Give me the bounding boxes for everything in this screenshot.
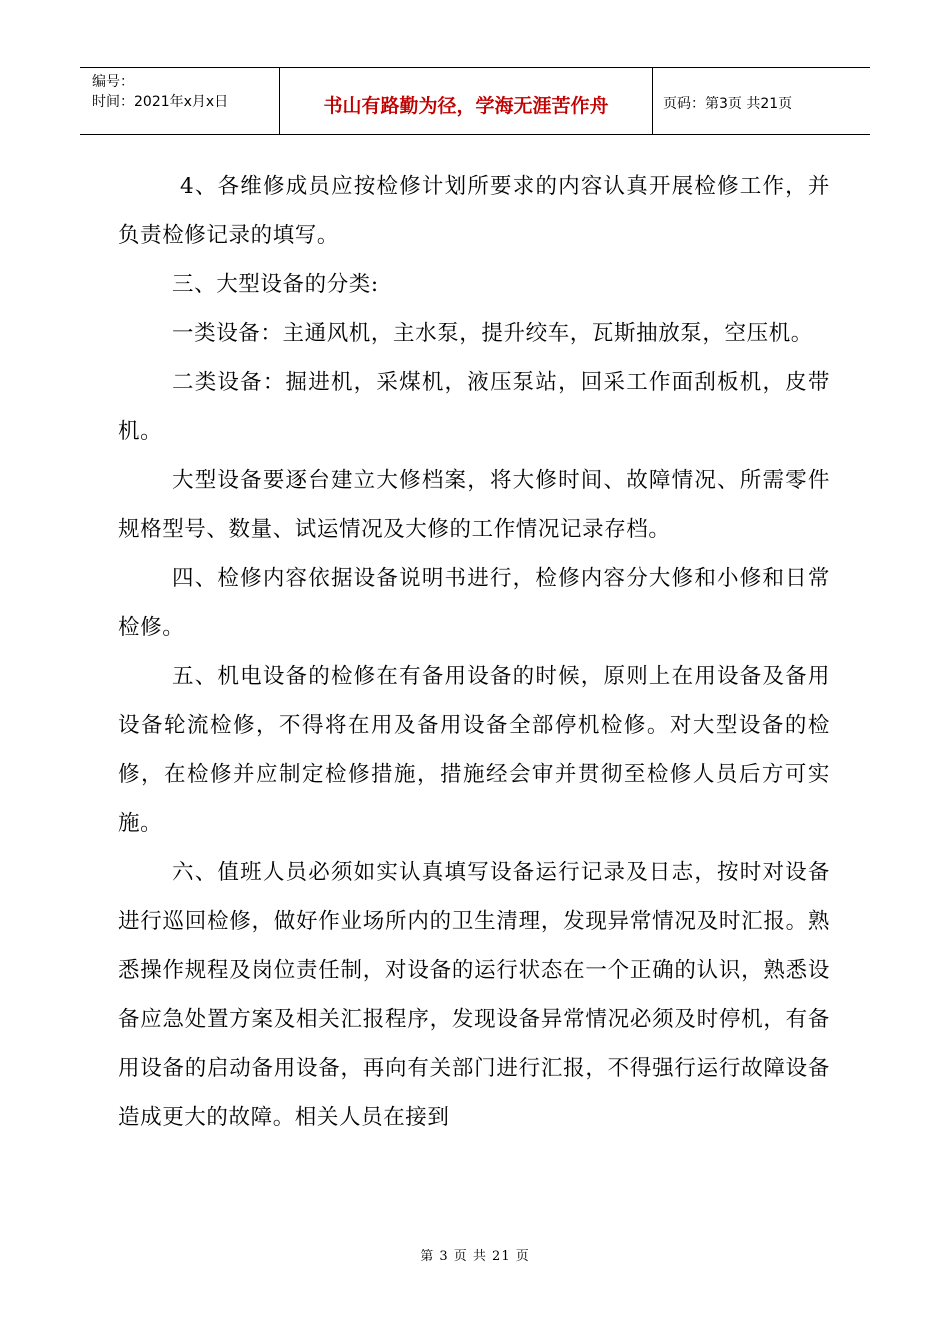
header-motto: 书山有路勤为径，学海无涯苦作舟 — [280, 68, 653, 134]
paragraph-maintenance-members: 4、各维修成员应按检修计划所要求的内容认真开展检修工作，并负责检修记录的填写。 — [118, 174, 830, 248]
paragraph-section-four: 四、检修内容依据设备说明书进行，检修内容分大修和小修和日常检修。 — [118, 566, 830, 640]
page-header — [80, 67, 870, 135]
header-page-info: 页码：第3页 共21页 — [663, 96, 793, 112]
paragraph-overhaul-archive: 大型设备要逐台建立大修档案，将大修时间、故障情况、所需零件规格型号、数量、试运情况及大修的工作情况记录存档。 — [118, 468, 830, 542]
header-meta — [80, 68, 280, 134]
document-number-label: 编号： — [92, 74, 134, 90]
paragraph-section-three-heading: 三、大型设备的分类: — [172, 272, 379, 297]
paragraph-section-six: 六、值班人员必须如实认真填写设备运行记录及日志，按时对设备进行巡回检修，做好作业场所内的卫生清理，发现异常情况及时汇报。熟悉操作规程及岗位责任制，对设备的运行状态在一个正确的认识，熟悉设备应急处置方案及相关汇报程序，发现设备异常情况必须及时停机，有备用设备的启动备用设备，再向有关部门进行汇报，不得强行运行故障设备造成更大的故障。相关人员在接到 — [118, 860, 830, 1130]
document-body — [118, 162, 830, 1142]
document-time-label: 时间：2021年x月x日 — [92, 94, 229, 110]
page-footer: 第 3 页 共 21 页 — [420, 1249, 530, 1264]
paragraph-class-two-equipment: 二类设备：掘进机，采煤机，液压泵站，回采工作面刮板机，皮带机。 — [118, 370, 830, 444]
paragraph-section-five: 五、机电设备的检修在有备用设备的时候，原则上在用设备及备用设备轮流检修，不得将在用及备用设备全部停机检修。对大型设备的检修，在检修并应制定检修措施，措施经会审并贯彻至检修人员后方可实施。 — [118, 664, 830, 836]
paragraph-class-one-equipment: 一类设备：主通风机，主水泵，提升绞车，瓦斯抽放泵，空压机。 — [172, 321, 813, 346]
